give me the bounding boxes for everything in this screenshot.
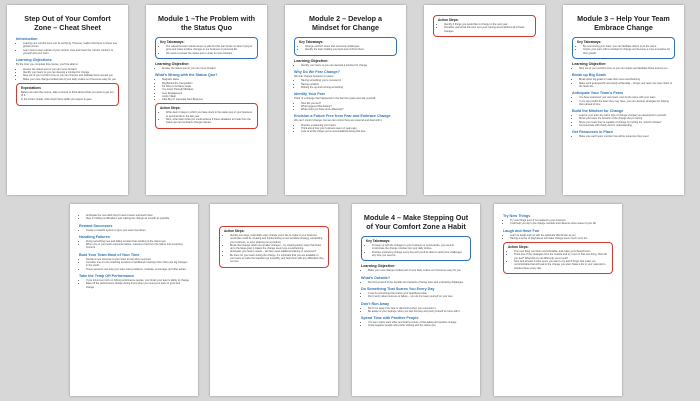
page-module-4-continued xyxy=(494,204,622,396)
page-module-3-continued xyxy=(70,204,198,396)
list-item: • When you or your team encounter failure, reassess it and turn the failure into a learning moment xyxy=(86,243,189,250)
box-title: Key Takeaways: xyxy=(366,239,391,244)
list-item: • Step out of your comfort zone so you can inspire and facilitate those around you xyxy=(579,67,675,70)
section-heading: Bust Your Team Most of Your Time xyxy=(79,252,140,257)
temp-list xyxy=(79,279,189,289)
list-item: • Inspire your team with a mindset for change and become a more innovative for their growth. xyxy=(583,48,670,55)
list-item: • Avoid negative people who prefer sticking with the status quo xyxy=(368,324,471,327)
list-item: • You Grow Through Mistakes xyxy=(162,88,258,91)
try-list xyxy=(503,219,613,226)
list-item: • Don’t run away from fear or discomfort when you encounter it xyxy=(368,307,471,310)
list-item: • It will help you dip in the change mindset and influence other areas of your life xyxy=(510,222,613,225)
list-item: • Don’t worry about success or failure – you do it to keep yourself on your toes xyxy=(368,295,471,298)
list-item: • Dig Behind the Competition xyxy=(162,82,258,85)
list-item: • Identify 3 things you would like to change in the next year. xyxy=(444,23,531,26)
section-heading: Learning Objectives: xyxy=(16,58,53,63)
objective-list xyxy=(155,67,258,70)
identify-list xyxy=(294,102,397,112)
section-list xyxy=(572,135,675,138)
box-title: Action Steps: xyxy=(160,106,181,111)
paragraph: Before we start the course, take a minute to think about what you want to get out of it. xyxy=(21,90,114,98)
list-item: • Create a rewards system to give your team incentives xyxy=(86,229,189,232)
action-list xyxy=(438,23,531,33)
list-item: • Learn how to step outside of your comfort zone and foster the “stretch mindset” to yourself and your team. xyxy=(23,49,119,56)
page-module-4 xyxy=(352,204,480,396)
list-item: • We need to answer the status quo in order to move forward. xyxy=(166,52,253,55)
list-item: • To keep up with the changes in your business or personal life, you need to incorporate the change mindset into your daily routine. xyxy=(372,244,466,251)
list-item: • Practice envisioning your future xyxy=(301,124,397,127)
page-title: Module 2 – Develop a Mindset for Change xyxy=(308,14,383,32)
page-module-3 xyxy=(563,5,684,195)
list-item: • Write down 3 ways in which you have stuck to the status quo in your business or personal life in the last year. xyxy=(166,111,253,118)
objective-list xyxy=(361,269,471,272)
list-item: • Now pick at least 3 other items you want to try and 3 things that make you uncomfortable that will lead to the change you want. Make a list in your calendar to practice these every day. xyxy=(514,260,608,270)
key-takeaways-box xyxy=(572,37,675,59)
section-heading: Introduction xyxy=(16,37,38,42)
list-item: • Answer the status quo so you can move forward xyxy=(162,67,258,70)
list-item: • What triggered that feeling? xyxy=(301,105,397,108)
list-item: • You have examined your own fears, now do the same with your team xyxy=(579,96,675,99)
section-list xyxy=(361,281,471,284)
list-item: • It can be something that scares your heartbeat a little xyxy=(368,292,471,295)
box-title: Key Takeaways: xyxy=(160,40,185,45)
list-item: • By overcoming your fears, you can facilitate others to do the same. xyxy=(583,45,670,48)
action-list xyxy=(508,250,608,270)
list-item: • Answer the status quo so you can move forward xyxy=(23,68,119,71)
list-item: • Step out of your comfort zone so you can improve and facilitate those around you xyxy=(23,74,119,77)
list-item: • Stagnant Ideas xyxy=(162,78,258,81)
list-item: • If you focus too much on hitting performance quotas, you hinder your team’s ability to change xyxy=(86,279,189,282)
list-item: • Make sure each team member has all the resources they need xyxy=(579,135,675,138)
list-item: • Think one of the strategies from the module and try it out on that new thing. How did you feel? What did you do differently as a result? xyxy=(514,253,608,260)
failures-list xyxy=(79,240,189,250)
section-heading: Build the Mindset for Change xyxy=(572,109,624,114)
best-list xyxy=(79,258,189,271)
paragraph: We fear change because it means: xyxy=(294,75,335,79)
objectives-list xyxy=(16,68,119,81)
section-heading: Handling Failures xyxy=(79,234,110,239)
list-item: • Identify your fears so you can develop a mindset for change xyxy=(23,71,119,74)
list-item: • Next, write down what you could achieve if these situations to break from the status quo and embrace change instead. xyxy=(166,118,253,125)
section-heading: Laugh and Have Fun xyxy=(503,228,540,233)
list-item: • Communicate with clarity and for understanding xyxy=(579,124,675,127)
top-list xyxy=(79,214,189,221)
takeaways-list xyxy=(160,45,253,55)
action-steps-box xyxy=(155,103,258,128)
list-item: • Lead or your team the same type of change mindset you developed in yourself: xyxy=(579,114,675,117)
paragraph: Think of a change that happened in the last few years and ask yourself: xyxy=(294,97,376,101)
list-item: • Make your new change-minded part of your daily routine so it becomes easy for you xyxy=(23,78,119,81)
list-item: • Identify the fears holding you back and confront them. xyxy=(305,48,392,51)
list-item: • Decide a new structure to your team to help them succeed xyxy=(86,258,189,261)
page-cheat-sheet xyxy=(7,5,128,195)
list-item: • Think about how your business was 1-2 years ago xyxy=(301,127,397,130)
takeaways-list xyxy=(299,45,392,52)
list-item: • Make each goal specific and easily achievable – brings your team one step closer to the finish line xyxy=(579,82,675,89)
list-item: • Try new things even if not related to your business xyxy=(510,219,613,222)
section-list xyxy=(361,292,471,299)
expectations-box xyxy=(16,83,119,106)
section-heading: What’s Outside? xyxy=(361,275,390,280)
list-item: • You can inspire each other and build a culture of risk-taking and positive change xyxy=(368,321,471,324)
list-item: • Limits Vision xyxy=(162,95,258,98)
action-list xyxy=(160,111,253,124)
list-item: • Consider one-on-one coaching sessions or additional meetings when there are big changes in the works xyxy=(86,261,189,268)
list-item: • Show your team the benefits of the change they’re facing xyxy=(579,117,675,120)
why-list xyxy=(294,79,397,89)
list-item: • Be aware of your feelings, when you feel this way and push yourself to move with it xyxy=(368,310,471,313)
list-item: • Less Engagement xyxy=(162,92,258,95)
page-title: Module 4 – Make Stepping Out of Your Comfort Zone a Habit xyxy=(363,213,469,231)
list-item: • Our natural human instincts keep us safe but this can hinder us when trying to grow and make positive changes in our business or personal life. xyxy=(166,45,253,52)
page-module-2-action xyxy=(424,5,545,195)
list-item: • Visualize yourself at this time next year, having accomplished all of those changes. xyxy=(444,26,531,33)
paragraph: In the Action Guide, write down three skills you expect to gain. xyxy=(21,98,93,102)
section-list xyxy=(572,96,675,106)
list-item: • Anticipate the new skills they’ll need to learn and teach them xyxy=(86,214,189,217)
box-title: Action Steps: xyxy=(438,18,459,22)
section-heading: Don’t Run Away xyxy=(361,301,390,306)
page-title: Step Out of Your Comfort Zone – Cheat Sheet xyxy=(24,14,111,32)
section-list xyxy=(572,78,675,88)
list-item: • These sessions can help your team voice problems, motivate, encourage, and offer advice xyxy=(86,268,189,271)
section-heading: Take the Temp Off Performance xyxy=(79,273,135,278)
section-heading: Identify Your Fear xyxy=(294,92,326,97)
box-title: Action Steps: xyxy=(508,245,529,250)
section-heading: Anticipate Your Team’s Fears xyxy=(572,91,624,96)
list-item: • Ease off the performance climate during times when you need your team to grow and change xyxy=(86,282,189,289)
section-heading: Reward Successes xyxy=(79,223,113,228)
box-title: Expectations xyxy=(21,85,41,90)
section-heading: Why Do We Fear Change? xyxy=(294,70,340,75)
page-module-3-action xyxy=(210,204,338,396)
paragraph: We can’t control change, but we can control how we respond and deal with it. xyxy=(294,119,383,123)
key-takeaways-box xyxy=(361,236,471,261)
list-item: • Having something you’re invested in xyxy=(301,79,397,82)
section-list xyxy=(572,114,675,127)
action-steps-box xyxy=(219,226,329,268)
intro-list xyxy=(16,42,119,55)
list-item: • Break down big goals to make them less overwhelming xyxy=(579,78,675,81)
action-list xyxy=(224,234,324,264)
list-item: • Break that change down into smaller changes – by creating action steps that build-up to the large goal, it makes the change seem less overwhelming. xyxy=(230,244,324,251)
page-title: Module 3 – Help Your Team Embrace Change xyxy=(577,14,670,32)
wrong-list xyxy=(155,78,258,101)
list-item: • Practice embracing change every day and you’ll be able to easily face challenges any time you need to. xyxy=(372,251,466,258)
section-heading: Do Something That Scares You Every Day xyxy=(361,286,435,291)
section-heading: Learning Objective: xyxy=(361,264,396,269)
list-item: • If you can predict the fears they may have, you can develop strategies for helping them ahead of time xyxy=(579,100,675,107)
list-item: • What could you have done differently? xyxy=(301,108,397,111)
section-heading: Learning Objective: xyxy=(155,62,190,67)
list-item: • Make your new change-minded part of your daily routine so it becomes easy for you xyxy=(368,269,471,272)
section-heading: Learning Objective: xyxy=(294,58,329,63)
list-item: • Be there for your team during the change. It’s important that you are available to your team to make the transition go smoothly, and help them with any difficulties they run into. xyxy=(230,254,324,264)
paragraph: By the time you complete this course, you’ll be able to: xyxy=(16,63,79,67)
list-item: • One new thing you think uncomfortable, and make you’d benefit from. xyxy=(514,250,608,253)
section-heading: Spend Time with Positive People xyxy=(361,316,419,321)
key-takeaways-box xyxy=(155,37,258,59)
objective-list xyxy=(294,64,397,67)
list-item: • Leaving your comfort zone can be terrifying. However, realize that there is where true growth occurs. xyxy=(23,42,119,49)
page-module-2 xyxy=(285,5,406,195)
reward-list xyxy=(79,229,189,232)
objective-list xyxy=(572,67,675,70)
list-item: • Step in holding certifications and making the change as smooth as possible xyxy=(86,217,189,220)
list-item: • Look at all the things you’ve accomplished during this time xyxy=(301,130,397,133)
laugh-list xyxy=(503,234,613,241)
box-title: Action Steps: xyxy=(224,229,245,233)
list-item: • Little Buy-In Generate New Business xyxy=(162,98,258,101)
list-item: • No Drive to Achieve Goals xyxy=(162,85,258,88)
list-item: • Remind yourself of the benefits and rewards of facing fears and embracing challenges xyxy=(368,281,471,284)
takeaways-list xyxy=(366,244,466,257)
action-steps-box xyxy=(433,15,536,37)
section-heading: Break up Big Goals xyxy=(572,73,607,78)
section-list xyxy=(361,321,471,328)
section-heading: What’s Wrong with the Status Quo? xyxy=(155,73,218,78)
box-title: Key Takeaways: xyxy=(577,40,602,45)
list-item: • Risking the up-and-coming something xyxy=(301,86,397,89)
list-item: • Fixing something new and failing is better than sticking to the status quo xyxy=(86,240,189,243)
list-item: • Anticipate your team’s needs – will they need additional training or resources? xyxy=(230,250,324,253)
action-steps-box xyxy=(503,242,613,274)
key-takeaways-box xyxy=(294,37,397,56)
evolve-list xyxy=(294,124,397,134)
page-module-1 xyxy=(146,5,267,195)
page-title: Module 1 –The Problem with the Status Quo xyxy=(157,14,256,32)
box-title: Key Takeaways: xyxy=(299,40,324,45)
list-item: • Having a sense of playfulness will make change seem much more fun xyxy=(510,237,613,240)
list-item: • Show your team they’re capable of change by inviting the “stretch mindset” xyxy=(579,121,675,124)
list-item: • Change comfort zones and overcome challenges. xyxy=(305,45,392,48)
list-item: • Identify one large, potentially scary change you’d like to make in your business (examples could be creating and implementing a new workflow strategy, rebranding your business, or even phasing out a product). xyxy=(230,234,324,244)
section-heading: Get Resources in Place xyxy=(572,130,613,135)
section-heading: Learning Objective: xyxy=(572,62,607,67)
list-item: • Having certainty xyxy=(301,83,397,86)
takeaways-list xyxy=(577,45,670,55)
section-heading: Envision a Future Free from Fear and Embrace Change xyxy=(294,114,391,119)
list-item: • How did you feel? xyxy=(301,102,397,105)
list-item: • Identify your fears so you can develop a mindset for change xyxy=(301,64,397,67)
section-list xyxy=(361,307,471,314)
section-heading: Try New Things xyxy=(503,214,531,218)
list-item: • Learn to laugh and not with the particular tiffs thrown at you xyxy=(510,234,613,237)
